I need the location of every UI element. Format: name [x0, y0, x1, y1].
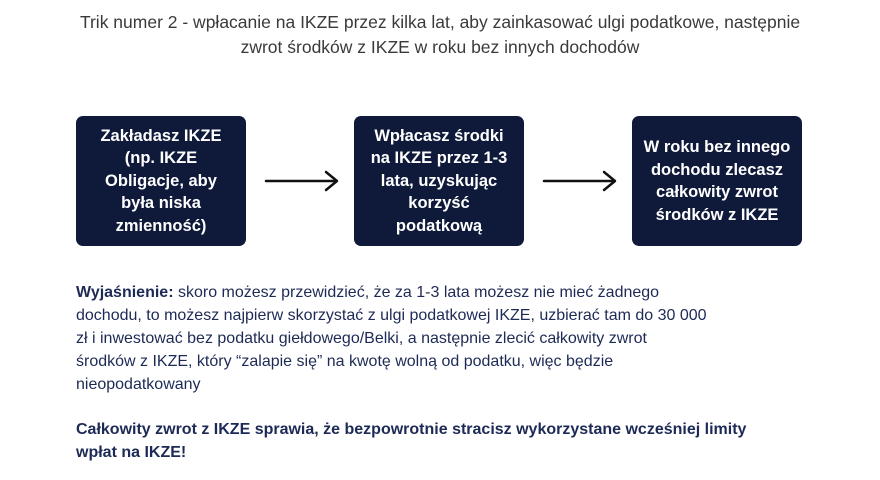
warning-line: wpłat na IKZE! — [76, 444, 187, 461]
step-2-line: podatkową — [395, 216, 483, 235]
step-2-line: na IKZE przez 1-3 — [370, 149, 508, 168]
explanation-line — [76, 281, 816, 304]
explanation-line: zł i inwestować bez podatku giełdowego/Belki, a następnie zlecić całkowity zwrot — [76, 330, 647, 347]
step-3-line: W roku bez innego — [643, 138, 791, 156]
explanation-line: nieopodatkowany — [76, 376, 201, 393]
diagram-title — [0, 10, 880, 60]
title-line-1: Trik numer 2 - wpłacanie na IKZE przez kilka lat, aby zainkasować ulgi podatkowe, następnie — [79, 12, 801, 32]
title-line-2: zwrot środków z IKZE w roku bez innych dochodów — [240, 37, 640, 57]
step-1-line: zmienność) — [115, 216, 207, 235]
step-2-line: Wpłacasz środki — [374, 126, 504, 145]
step-1-line: Zakładasz IKZE — [100, 126, 222, 145]
step-1-line: (np. IKZE — [124, 149, 198, 168]
step-3-line: środków z IKZE — [655, 205, 779, 224]
step-1-line: Obligacje, aby — [105, 171, 217, 190]
arrow-right-icon — [264, 170, 340, 192]
step-box-full-withdrawal — [632, 116, 802, 246]
warning-line: Całkowity zwrot z IKZE sprawia, że bezpowrotnie stracisz wykorzystane wcześniej limity — [76, 421, 747, 438]
step-box-open-ikze — [76, 116, 246, 246]
step-2-line: korzyść — [408, 194, 470, 213]
step-box-deposit-funds — [354, 116, 524, 246]
step-2-line: lata, uzyskując — [380, 171, 498, 190]
step-1-line: była niska — [121, 194, 201, 213]
explanation-paragraph — [76, 281, 816, 396]
explanation-text: skoro możesz przewidzieć, że za 1-3 lata możesz nie mieć żadnego — [173, 284, 660, 301]
explanation-label: Wyjaśnienie: — [76, 284, 174, 301]
step-3-line: dochodu zlecasz — [650, 160, 783, 179]
step-3-line: całkowity zwrot — [656, 183, 778, 201]
explanation-line: dochodu, to możesz najpierw skorzystać z ulgi podatkowej IKZE, uzbierać tam do 30 000 — [76, 307, 707, 324]
arrow-right-icon — [542, 170, 618, 192]
explanation-line: środków z IKZE, który “zalapie się” na kwotę wolną od podatku, więc będzie — [76, 353, 614, 370]
warning-note — [76, 418, 816, 464]
